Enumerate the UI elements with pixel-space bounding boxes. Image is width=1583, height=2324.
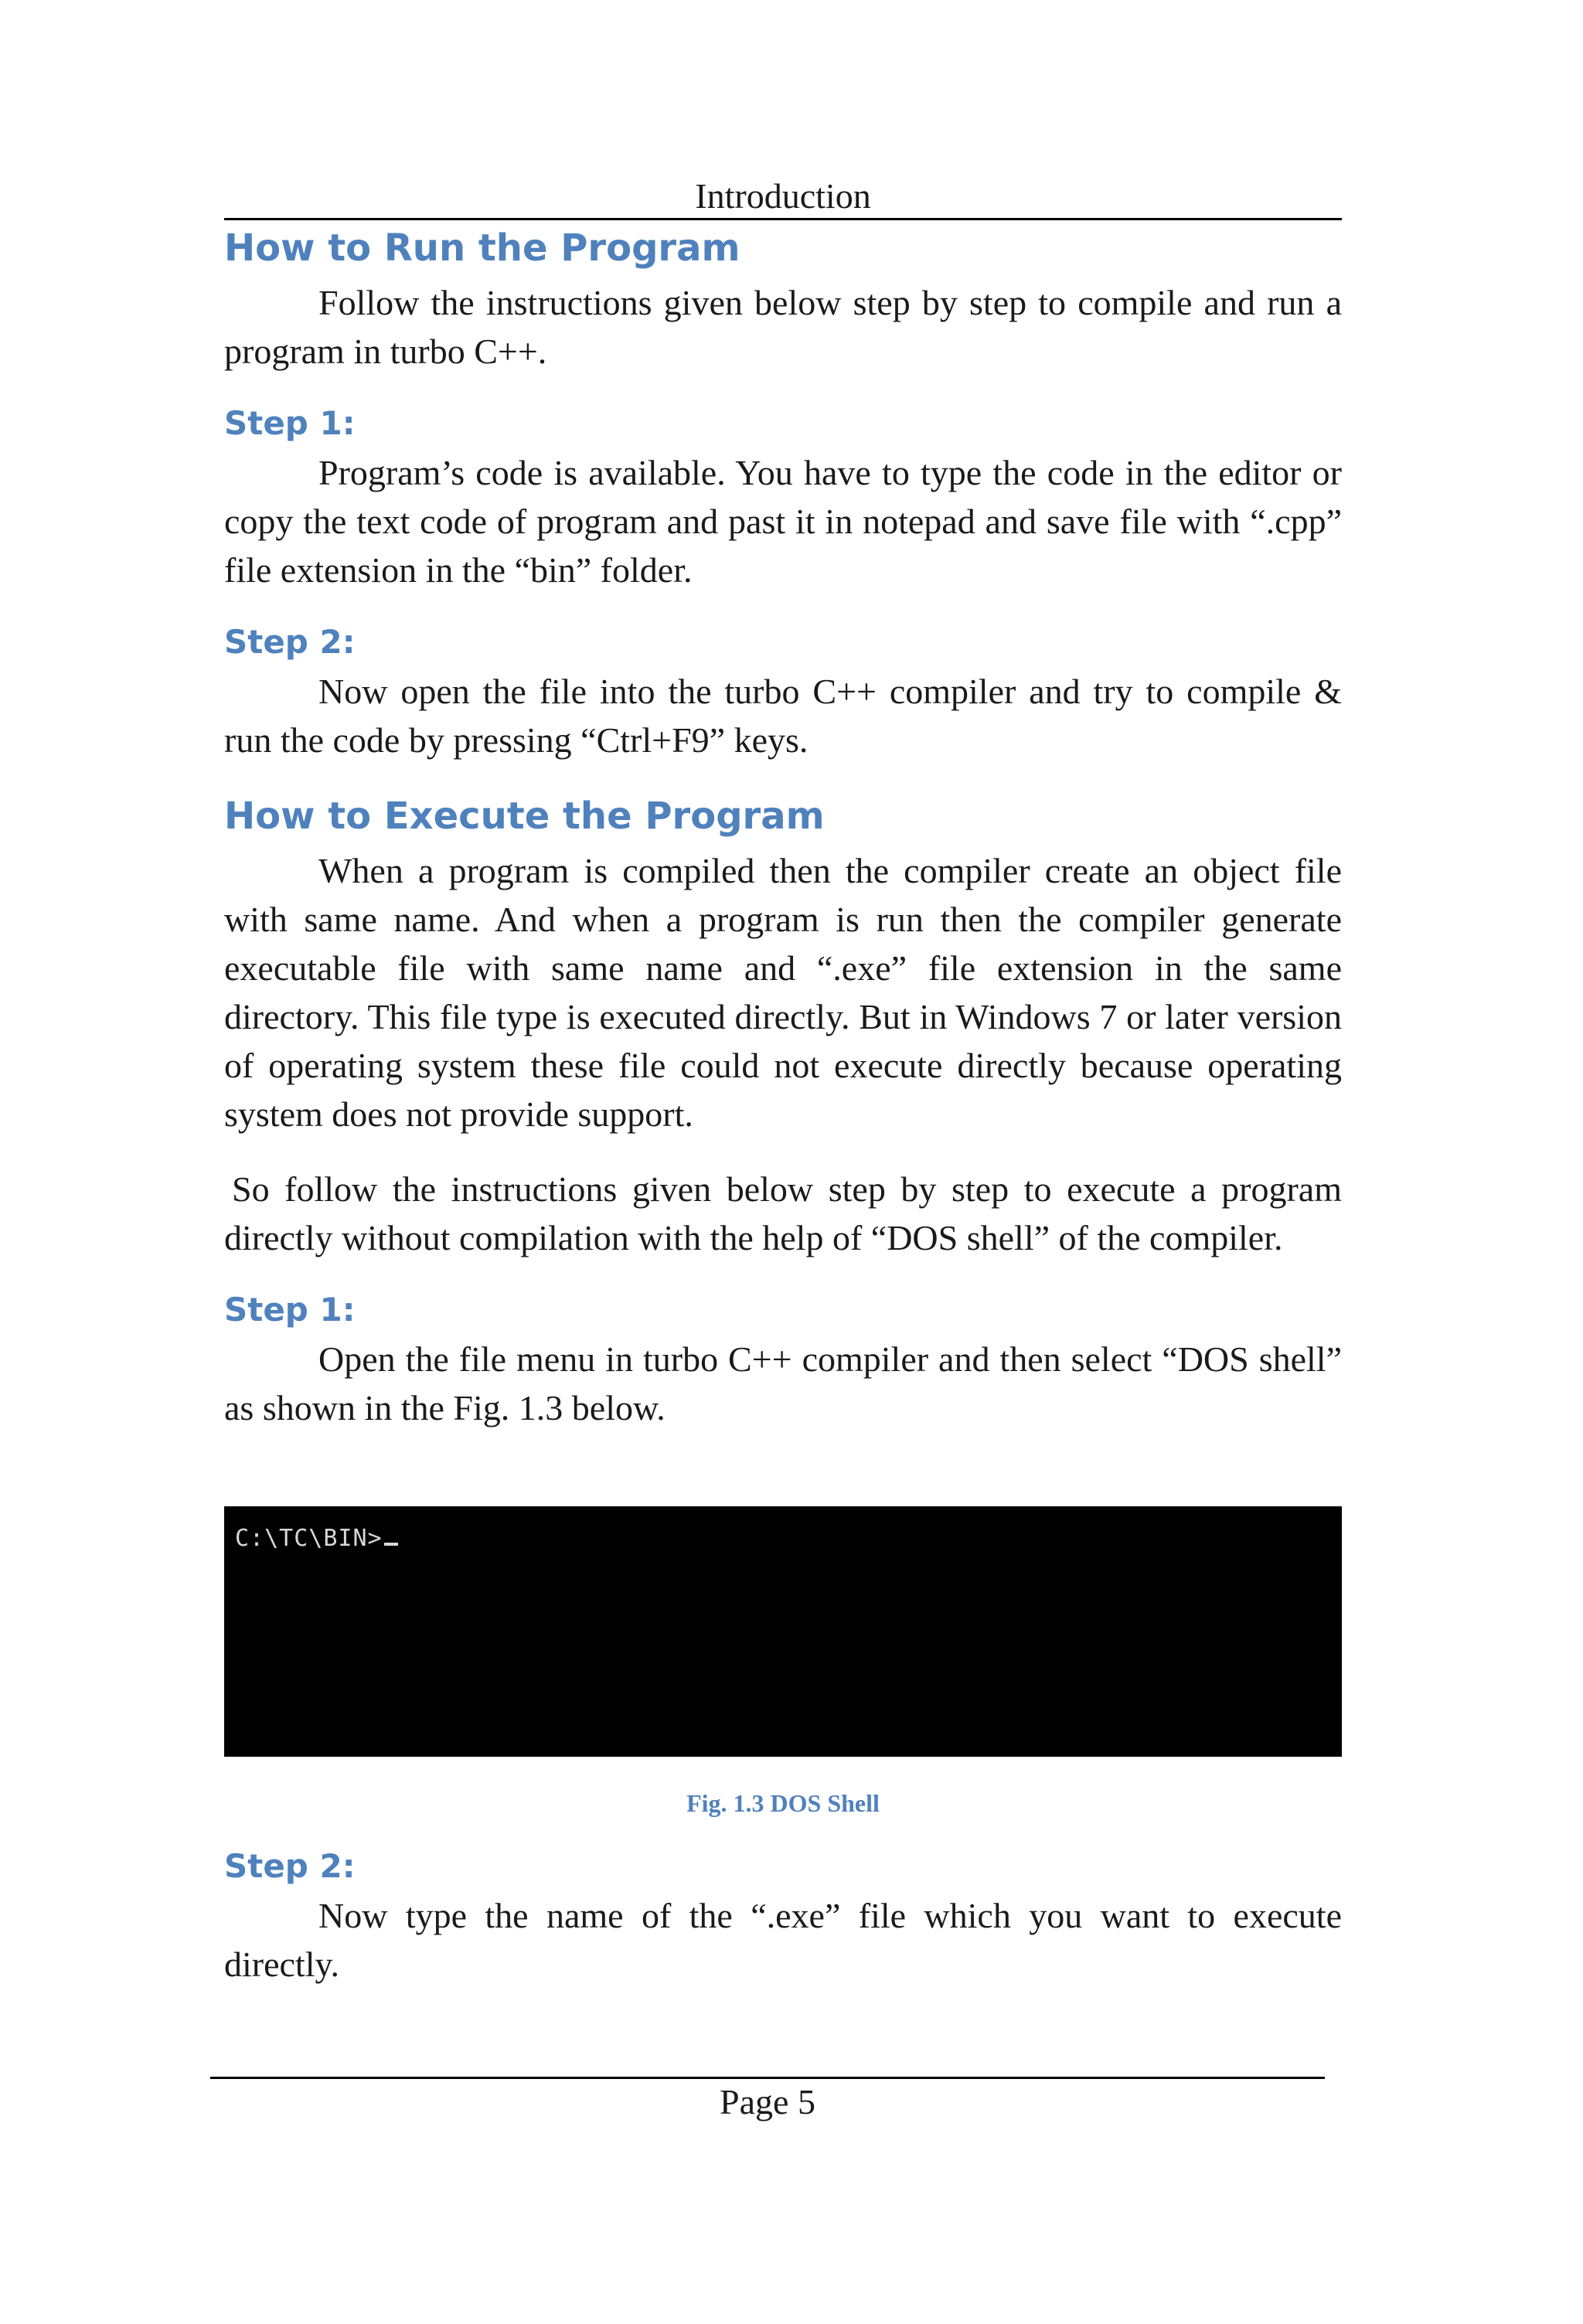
run-step1-heading: Step 1: [224, 404, 356, 442]
execute-follow-paragraph: So follow the instructions given below step by step to execute a program directly without compilation with the help of “DOS shell” of the compiler. [224, 1169, 1342, 1257]
heading-execute-program: How to Execute the Program [224, 795, 825, 838]
execute-step2-heading: Step 2: [224, 1847, 356, 1885]
dos-prompt-text: C:\TC\BIN> [235, 1525, 383, 1552]
page-header [224, 175, 1342, 220]
dos-shell-figure [224, 1506, 1342, 1757]
page-footer [210, 2077, 1325, 2124]
cursor-icon [384, 1543, 398, 1546]
run-step1-paragraph: Program’s code is available. You have to type the code in the editor or copy the text code of program and past it in notepad and save file with “.cpp” file extension in the “bin” folder. [224, 453, 1342, 590]
execute-step2-paragraph: Now type the name of the “.exe” file which you want to execute directly. [224, 1896, 1342, 1984]
page-number: Page 5 [720, 2082, 815, 2122]
execute-intro-paragraph: When a program is compiled then the compiler create an object file with same name. And when a program is run then the compiler generate executable file with same name and “.exe” file extension in the same directory. This file type is executed directly. But in Windows 7 or later version of operating system these file could not execute directly because operating system does not provide support. [224, 851, 1342, 1134]
run-step2-paragraph: Now open the file into the turbo C++ compiler and try to compile & run the code by pressing “Ctrl+F9” keys. [224, 672, 1342, 760]
figure-caption: Fig. 1.3 DOS Shell [686, 1789, 880, 1817]
execute-step1-paragraph: Open the file menu in turbo C++ compiler and then select “DOS shell” as shown in the Fig. 1.3 below. [224, 1339, 1342, 1427]
page-content [224, 218, 1342, 1989]
heading-run-program: How to Run the Program [224, 226, 740, 270]
run-step2-heading: Step 2: [224, 623, 356, 661]
header-title: Introduction [695, 176, 871, 216]
dos-prompt-line [235, 1523, 398, 1554]
run-intro-paragraph: Follow the instructions given below step by step to compile and run a program in turbo C++. [224, 283, 1342, 371]
execute-step1-heading: Step 1: [224, 1291, 356, 1329]
